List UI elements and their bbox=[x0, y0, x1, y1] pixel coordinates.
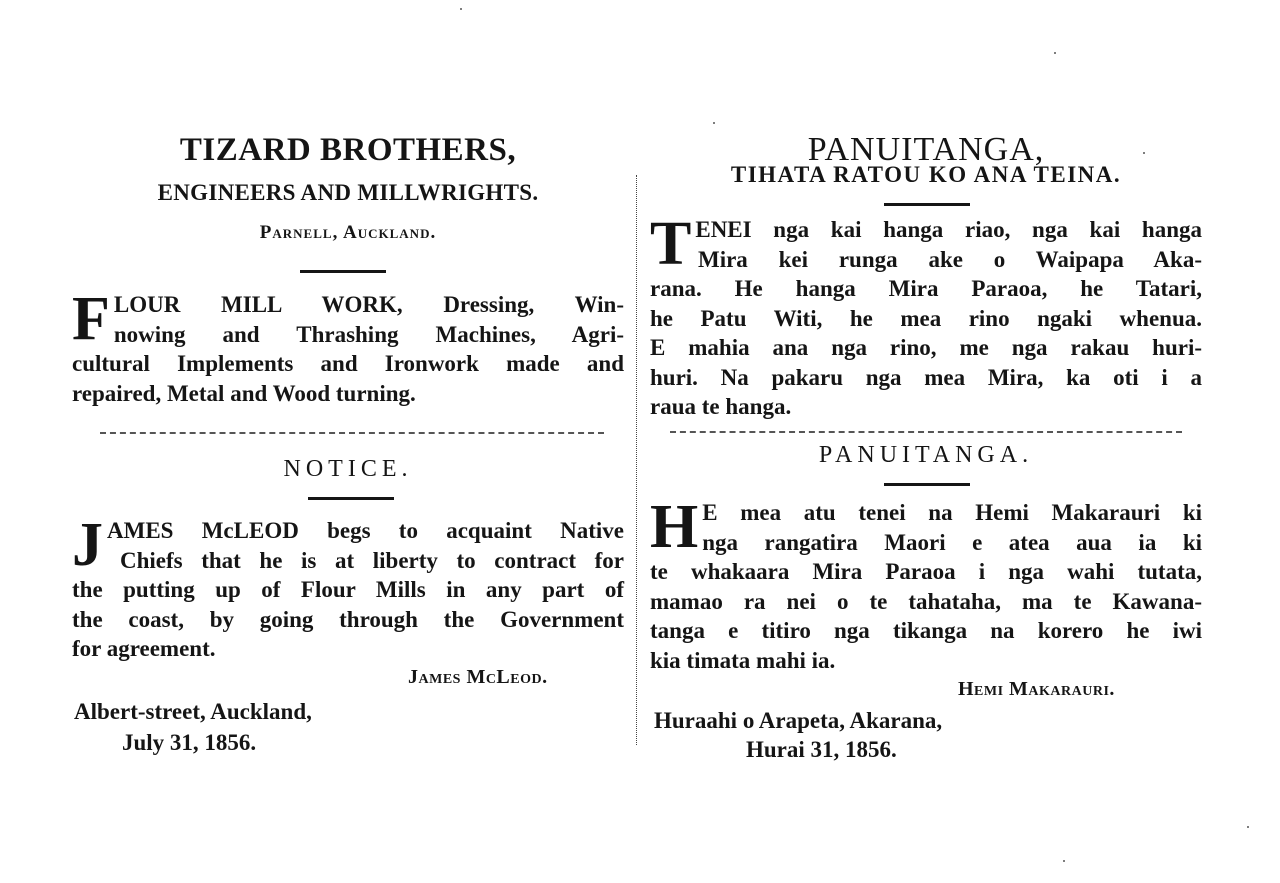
section-rule bbox=[308, 497, 394, 500]
section-rule bbox=[300, 270, 386, 273]
dashed-divider bbox=[100, 432, 604, 434]
scan-speck bbox=[1143, 152, 1145, 154]
scan-speck bbox=[1063, 860, 1065, 862]
section-rule bbox=[884, 203, 970, 206]
body-line: LOUR MILL WORK, Dressing, Win- bbox=[113, 292, 624, 317]
body-line: he Patu Witi, he mea rino ngaki whenua. bbox=[650, 305, 1202, 331]
drop-cap: T bbox=[650, 210, 692, 278]
drop-cap: J bbox=[72, 511, 103, 579]
body-line: the coast, by going through the Government bbox=[72, 606, 624, 632]
notice-heading: NOTICE. bbox=[283, 456, 413, 482]
body-line: mamao ra nei o te tahataha, ma te Kawana- bbox=[650, 588, 1202, 614]
section-rule bbox=[884, 483, 970, 486]
notice-heading: PANUITANGA. bbox=[818, 442, 1034, 468]
signature: James McLeod. bbox=[408, 666, 548, 688]
body-line: repaired, Metal and Wood turning. bbox=[72, 380, 416, 406]
advert-place: Parnell, Auckland. bbox=[259, 222, 437, 243]
scan-speck bbox=[713, 122, 715, 124]
address-line: Albert-street, Auckland, bbox=[74, 699, 312, 724]
body-line: cultural Implements and Ironwork made and bbox=[72, 351, 624, 376]
body-line: nowing and Thrashing Machines, Agri- bbox=[113, 321, 624, 347]
notice-body bbox=[650, 493, 1202, 675]
notice-body bbox=[72, 511, 624, 664]
date-line: Hurai 31, 1856. bbox=[746, 737, 897, 762]
advert-title: TIZARD BROTHERS, bbox=[179, 132, 517, 168]
signature: Hemi Makarauri. bbox=[958, 678, 1115, 700]
advert-body bbox=[650, 210, 1202, 422]
body-line: rana. He hanga Mira Paraoa, he Tatari, bbox=[650, 276, 1202, 301]
body-line: ENEI nga kai hanga riao, nga kai hanga bbox=[695, 217, 1202, 242]
address-line: Huraahi o Arapeta, Akarana, bbox=[654, 708, 943, 733]
body-line: E mea atu tenei na Hemi Makarauri ki bbox=[702, 500, 1202, 525]
dashed-divider bbox=[670, 431, 1182, 433]
scan-speck bbox=[460, 8, 462, 10]
drop-cap: F bbox=[72, 285, 110, 353]
body-line: E mahia ana nga rino, me nga rakau huri- bbox=[650, 335, 1202, 360]
body-line: for agreement. bbox=[72, 636, 216, 661]
column-divider bbox=[636, 175, 637, 745]
scan-speck bbox=[1247, 826, 1249, 828]
body-line: raua te hanga. bbox=[650, 394, 792, 419]
body-line: kia timata mahi ia. bbox=[650, 647, 836, 673]
advert-title: PANUITANGA, bbox=[807, 131, 1045, 168]
body-line: huri. Na pakaru nga mea Mira, ka oti i a bbox=[650, 364, 1202, 390]
body-line: Chiefs that he is at liberty to contract for bbox=[120, 547, 624, 573]
advert-subtitle: TIHATA RATOU KO ANA TEINA. bbox=[730, 162, 1122, 187]
drop-cap: H bbox=[650, 493, 699, 561]
body-line: tanga e titiro nga tikanga na korero he iwi bbox=[650, 618, 1202, 643]
body-line: nga rangatira Maori e atea aua ia ki bbox=[702, 529, 1202, 555]
body-line: AMES McLEOD begs to acquaint Native bbox=[107, 518, 624, 543]
date-line: July 31, 1856. bbox=[122, 730, 257, 755]
advert-body bbox=[72, 285, 624, 408]
body-line: te whakaara Mira Paraoa i nga wahi tutata, bbox=[650, 559, 1202, 584]
body-line: the putting up of Flour Mills in any part of bbox=[72, 577, 624, 602]
body-line: Mira kei runga ake o Waipapa Aka- bbox=[698, 246, 1202, 272]
advert-subtitle: ENGINEERS AND MILLWRIGHTS. bbox=[157, 180, 539, 205]
scan-speck bbox=[1054, 52, 1056, 54]
